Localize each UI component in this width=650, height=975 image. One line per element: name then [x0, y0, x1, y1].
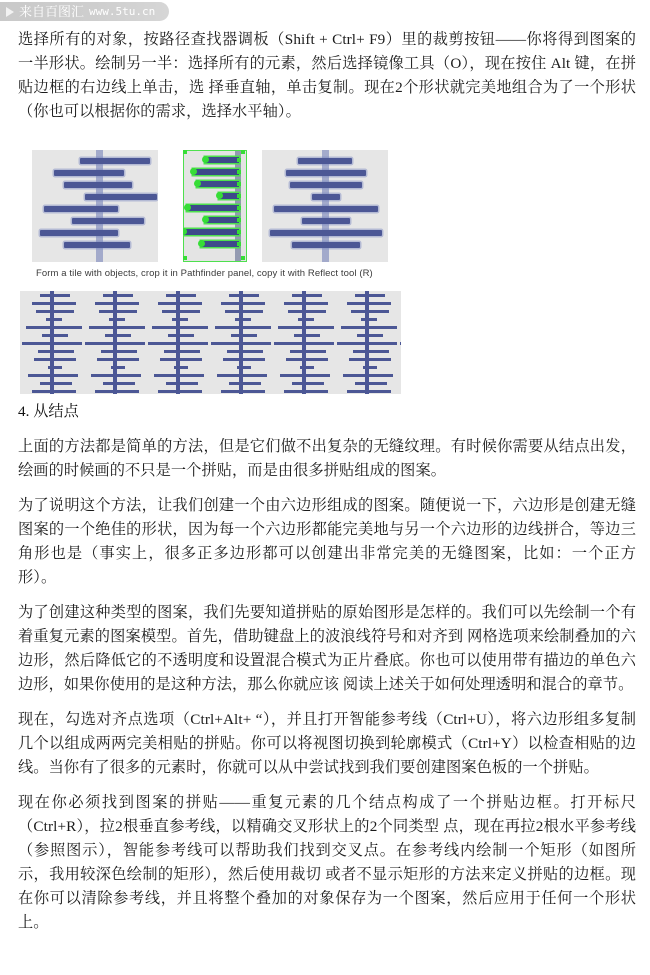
pattern-bar	[286, 358, 328, 361]
play-triangle-icon	[6, 7, 14, 17]
pattern-bar	[152, 326, 208, 329]
pattern-bar	[89, 326, 145, 329]
pattern-bar	[38, 350, 74, 353]
pattern-bar	[160, 358, 202, 361]
pattern-bar	[351, 310, 389, 313]
pattern-bar	[312, 194, 340, 200]
watermark-badge	[0, 2, 169, 21]
pattern-bar	[278, 326, 334, 329]
figure-panel-selected	[183, 150, 247, 262]
pattern-bar	[97, 358, 139, 361]
pattern-bar	[99, 310, 137, 313]
pattern-bar	[95, 390, 139, 393]
pattern-bar	[166, 294, 196, 297]
pattern-bar	[34, 358, 76, 361]
pattern-bar	[357, 334, 383, 337]
pattern-bar	[363, 366, 377, 369]
watermark-url: www.5tu.cn	[89, 5, 156, 18]
figure-caption: Form a tile with objects, crop it in Pathfinder panel, copy it with Reflect tool (R)	[36, 268, 373, 279]
pattern-tile	[398, 291, 401, 394]
pattern-bar	[270, 230, 382, 236]
pattern-tile	[20, 291, 83, 394]
pattern-bar	[223, 358, 265, 361]
pattern-bar-selected	[205, 157, 239, 163]
path-anchor-point	[184, 204, 191, 211]
pattern-bar	[280, 374, 330, 377]
pattern-bar	[215, 326, 271, 329]
pattern-bar	[28, 374, 78, 377]
pattern-bar	[166, 382, 198, 385]
pattern-bar	[355, 294, 385, 297]
pattern-tile	[272, 291, 335, 394]
pattern-bar	[294, 334, 320, 337]
pattern-bar	[154, 374, 204, 377]
pattern-bar	[111, 366, 125, 369]
pattern-bar	[103, 294, 133, 297]
path-anchor-point	[237, 182, 241, 186]
pattern-bar	[286, 170, 366, 176]
pattern-bar-selected	[187, 205, 239, 211]
pattern-bar	[22, 342, 82, 345]
pattern-bar	[400, 342, 401, 345]
pattern-bar	[231, 334, 257, 337]
pattern-bar	[337, 342, 397, 345]
selection-handle	[183, 150, 187, 154]
pattern-bar	[172, 318, 188, 321]
figure-panel-original	[32, 150, 158, 262]
pattern-bar	[274, 342, 334, 345]
pattern-bar	[26, 326, 82, 329]
pattern-tile	[335, 291, 398, 394]
pattern-bar	[237, 366, 251, 369]
path-anchor-point	[237, 170, 241, 174]
pattern-bar	[80, 158, 150, 164]
pattern-bar	[221, 302, 265, 305]
pattern-bar	[95, 302, 139, 305]
pattern-bar	[235, 318, 251, 321]
pattern-bar	[298, 158, 352, 164]
pattern-bar	[229, 294, 259, 297]
pattern-bar	[168, 334, 194, 337]
pattern-bar	[174, 366, 188, 369]
pattern-bar	[162, 310, 200, 313]
pattern-bar-selected	[201, 241, 239, 247]
path-anchor-point	[216, 192, 223, 199]
pattern-bar	[221, 390, 265, 393]
path-anchor-point	[190, 168, 197, 175]
pattern-bar	[211, 342, 271, 345]
pattern-bar	[290, 182, 362, 188]
path-anchor-point	[237, 218, 241, 222]
pattern-bar	[341, 326, 397, 329]
path-anchor-point	[202, 156, 209, 163]
pattern-bar	[343, 374, 393, 377]
pattern-bar	[32, 302, 76, 305]
pattern-bar	[64, 242, 130, 248]
pattern-bar-selected	[193, 169, 239, 175]
pattern-bar	[302, 218, 350, 224]
pattern-tile	[83, 291, 146, 394]
paragraph-5: 现在，勾选对齐点选项（Ctrl+Alt+ “），并且打开智能参考线（Ctrl+U），将六边形组多复制几个以组成两两完美相贴的拼贴。你可以将视图切换到轮廓模式（Ctrl+Y）以检查相贴的边线。当你有了很多的元素时，你就可以从中尝试找到我们要创建图案色板的一个拼贴。	[18, 711, 636, 776]
path-anchor-point	[237, 194, 241, 198]
pattern-bar	[54, 170, 124, 176]
selection-handle	[183, 256, 187, 260]
pattern-bar-selected	[197, 181, 239, 187]
selection-handle	[241, 150, 245, 154]
figure-seamless-pattern	[20, 291, 401, 394]
pattern-bar	[32, 390, 76, 393]
pattern-bar	[355, 382, 387, 385]
pattern-bar	[347, 302, 391, 305]
paragraph-3: 为了说明这个方法，让我们创建一个由六边形组成的图案。随便说一下，六边形是创建无缝图案的一个绝佳的形状，因为每一个六边形都能完美地与另一个六边形的边线拼合，等边三角形也是（事实上，很多正多边形都可以创建出非常完美的无缝图案，比如：一个正方形）。	[18, 497, 636, 586]
figure-panel-mirrored	[262, 150, 388, 262]
pattern-tile	[209, 291, 272, 394]
pattern-bar	[361, 318, 377, 321]
pattern-bar	[347, 390, 391, 393]
pattern-bar	[292, 382, 324, 385]
paragraph-2: 上面的方法都是简单的方法，但是它们做不出复杂的无缝纹理。有时候你需要从结点出发，绘画的时候画的不只是一个拼贴，而是由很多拼贴组成的图案。	[18, 438, 636, 479]
pattern-bar	[300, 366, 314, 369]
pattern-bar	[40, 382, 72, 385]
path-anchor-point	[194, 180, 201, 187]
pattern-bar	[101, 350, 137, 353]
pattern-bar	[229, 382, 261, 385]
pattern-bar-selected	[183, 229, 239, 235]
pattern-bar	[109, 318, 125, 321]
pattern-bar	[284, 302, 328, 305]
path-anchor-point	[237, 158, 241, 162]
pattern-bar	[48, 366, 62, 369]
pattern-bar	[85, 194, 157, 200]
pattern-bar	[274, 206, 378, 212]
paragraph-4: 为了创建这种类型的图案，我们先要知道拼贴的原始图形是怎样的。我们可以先绘制一个有着重复元素的图案模型。首先，借助键盘上的波浪线符号和对齐到 网格选项来绘制叠加的六边形，然后降低它的不透明度和设置混合模式为正片叠底。你也可以使用带有描边的单色六边形，如果你使用的是这种方法，那么你就应该 阅读上述关于如何处理透明和混合的章节。	[18, 604, 636, 693]
pattern-bar	[158, 390, 202, 393]
pattern-bar	[103, 382, 135, 385]
pattern-bar	[85, 342, 145, 345]
pattern-bar	[158, 302, 202, 305]
path-anchor-point	[198, 240, 205, 247]
pattern-bar	[40, 294, 70, 297]
pattern-bar	[298, 318, 314, 321]
section-heading-4: 4. 从结点	[18, 403, 79, 420]
path-anchor-point	[237, 230, 241, 234]
figure-three-panels	[0, 150, 650, 266]
pattern-bar	[42, 334, 68, 337]
pattern-bar	[40, 230, 118, 236]
path-anchor-point	[202, 216, 209, 223]
pattern-bar	[105, 334, 131, 337]
pattern-bar	[72, 218, 144, 224]
pattern-bar	[44, 206, 118, 212]
pattern-bar	[284, 390, 328, 393]
pattern-bar	[290, 350, 326, 353]
paragraph-1: 选择所有的对象，按路径查找器调板（Shift + Ctrl+ F9）里的裁剪按钮——你将得到图案的一半形状。绘制另一半：选择所有的元素，然后选择镜像工具（O），现在按住 Alt 键，在拼贴边框的右边线上单击，选 择垂直轴，单击复制。现在2个形状就完美地组合为了一个形状（你也可以根据你的需求，选择水平轴）。	[18, 31, 636, 120]
pattern-bar	[36, 310, 74, 313]
selection-handle	[241, 256, 245, 260]
pattern-bar	[288, 310, 326, 313]
pattern-bar	[164, 350, 200, 353]
pattern-bar	[292, 294, 322, 297]
pattern-bar	[46, 318, 62, 321]
pattern-tile	[146, 291, 209, 394]
pattern-bar	[292, 242, 360, 248]
watermark-title: 来自百图汇	[19, 4, 85, 19]
pattern-bar-selected	[205, 217, 239, 223]
pattern-bar	[148, 342, 208, 345]
path-anchor-point	[237, 242, 241, 246]
pattern-bar	[225, 310, 263, 313]
pattern-bar	[217, 374, 267, 377]
pattern-bar	[64, 182, 132, 188]
paragraph-6: 现在你必须找到图案的拼贴——重复元素的几个结点构成了一个拼贴边框。打开标尺（Ctrl+R），拉2根垂直参考线，以精确交叉形状上的2个同类型 点，现在再拉2根水平参考线（参照图示），智能参考线可以帮助我们找到交叉点。在参考线内绘制一个矩形（如图所示，我用较深色绘制的矩形），然后使用裁切 或者不显示矩形的方法来定义拼贴的边框。现在你可以清除参考线，并且将整个叠加的对象保存为一个图案，然后应用于任何一个形状上。	[18, 794, 636, 931]
pattern-bar	[353, 350, 389, 353]
pattern-bar	[349, 358, 391, 361]
path-anchor-point	[237, 206, 241, 210]
pattern-bar	[227, 350, 263, 353]
pattern-bar	[91, 374, 141, 377]
